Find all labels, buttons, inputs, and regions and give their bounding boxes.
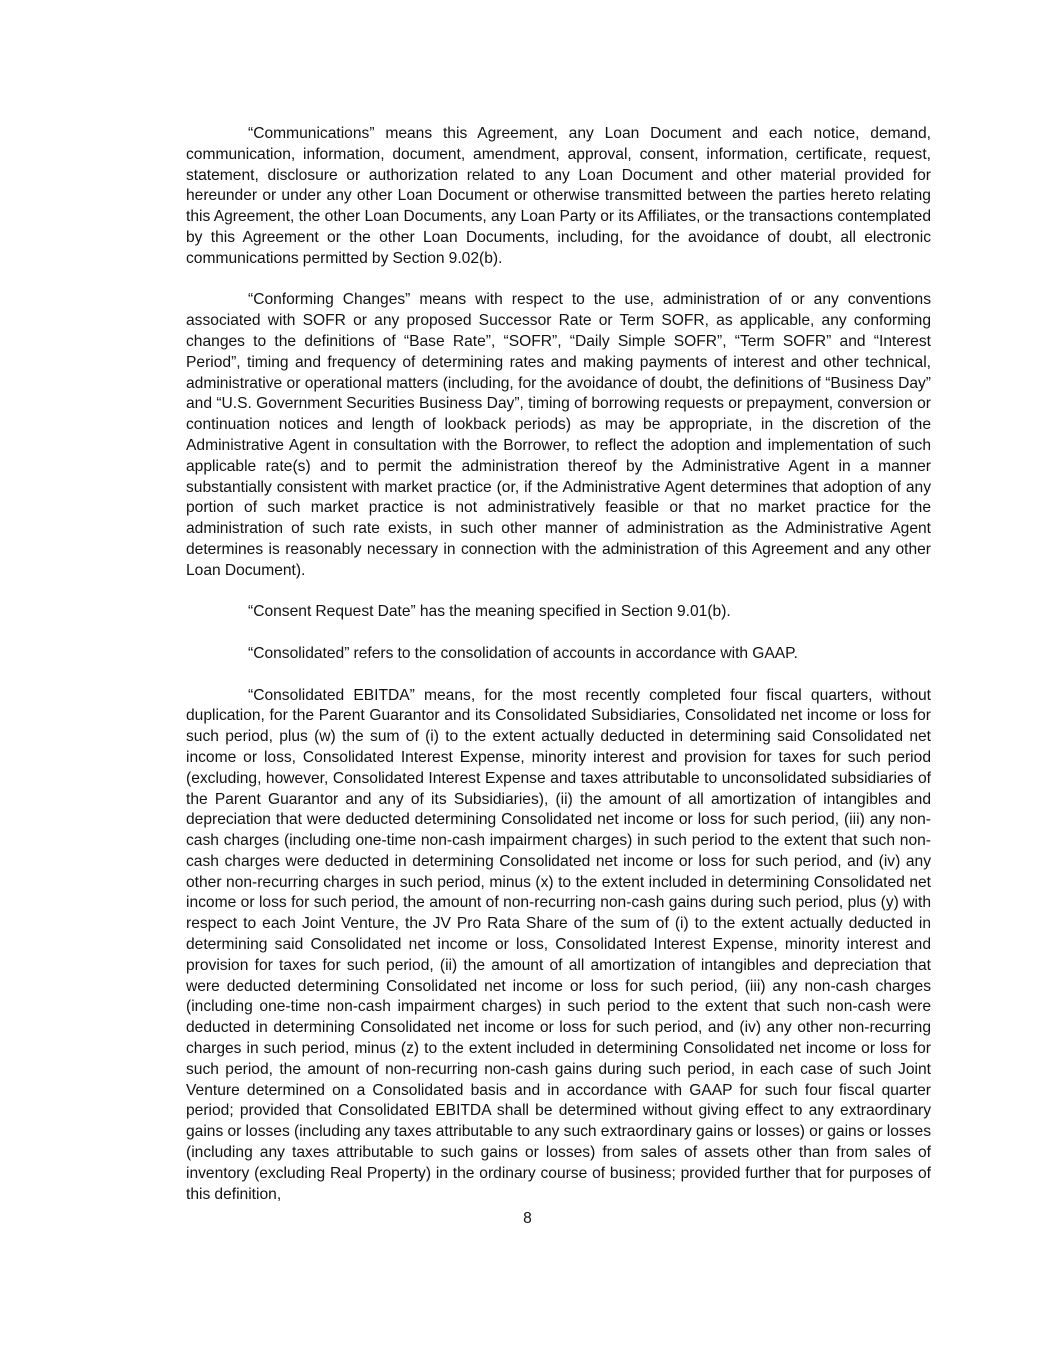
definition-consolidated-ebitda: “Consolidated EBITDA” means, for the most recently completed four fiscal quarters, without duplication, for the Parent Guarantor and its Consolidated Subsidiaries, Consolidated net income or loss for such period, plus (w) the sum of (i) to the extent actually deducted in determining said Consolidated net income or loss, Consolidated Interest Expense, minority interest and provision for taxes for such period (excluding, however, Consolidated Interest Expense and taxes attributable to unconsolidated subsidiaries of the Parent Guarantor and any of its Subsidiaries), (ii) the amount of all amortization of intangibles and depreciation that were deducted determining Consolidated net income or loss for such period, (iii) any non-cash charges (including one-time non-cash impairment charges) in such period to the extent that such non-cash charges were deducted in determining Consolidated net income or loss for such period, and (iv) any other non-recurring charges in such period, minus (x) to the extent included in determining Consolidated net income or loss for such period, the amount of non-recurring non-cash gains during such period, plus (y) with respect to each Joint Venture, the JV Pro Rata Share of the sum of (i) to the extent actually deducted in determining said Consolidated net income or loss, Consolidated Interest Expense, minority interest and provision for taxes for such period, (ii) the amount of all amortization of intangibles and depreciation that were deducted determining Consolidated net income or loss for such period, (iii) any non-cash charges (including one-time non-cash impairment charges) in such period to the extent that such non-cash were deducted in determining Consolidated net income or loss for such period, and (iv) any other non-recurring charges in such period, minus (z) to the extent included in determining Consolidated net income or loss for such period, the amount of non-recurring non-cash gains during such period, in each case of such Joint Venture determined on a Consolidated basis and in accordance with GAAP for such four fiscal quarter period; provided that Consolidated EBITDA shall be determined without giving effect to any extraordinary gains or losses (including any taxes attributable to any such extraordinary gains or losses) or gains or losses (including any taxes attributable to such gains or losses) from sales of assets other than from sales of inventory (excluding Real Property) in the ordinary course of business; provided further that for purposes of this definition,: [186, 686, 931, 1203]
definition-consolidated: “Consolidated” refers to the consolidation of accounts in accordance with GAAP.: [248, 644, 798, 662]
definition-conforming-changes: “Conforming Changes” means with respect to the use, administration of or any conventions associated with SOFR or any proposed Successor Rate or Term SOFR, as applicable, any conforming changes to the definitions of “Base Rate”, “SOFR”, “Daily Simple SOFR”, “Term SOFR” and “Interest Period”, timing and frequency of determining rates and making payments of interest and other technical, administrative or operational matters (including, for the avoidance of doubt, the definitions of “Business Day” and “U.S. Government Securities Business Day”, timing of borrowing requests or prepayment, conversion or continuation notices and length of lookback periods) as may be appropriate, in the discretion of the Administrative Agent in consultation with the Borrower, to reflect the adoption and implementation of such applicable rate(s) and to permit the administration thereof by the Administrative Agent in a manner substantially consistent with market practice (or, if the Administrative Agent determines that adoption of any portion of such market practice is not administratively feasible or that no market practice for the administration of such rate exists, in such other manner of administration as the Administrative Agent determines is reasonably necessary in connection with the administration of this Agreement and any other Loan Document).: [186, 291, 931, 579]
definition-communications: “Communications” means this Agreement, any Loan Document and each notice, demand, communication, information, document, amendment, approval, consent, information, certificate, request, statement, disclosure or authorization related to any Loan Document and other material provided for hereunder or under any other Loan Document or otherwise transmitted between the parties hereto relating this Agreement, the other Loan Documents, any Loan Party or its Affiliates, or the transactions contemplated by this Agreement or the other Loan Documents, including, for the avoidance of doubt, all electronic communications permitted by Section 9.02(b).: [186, 125, 931, 267]
definition-consent-request-date: “Consent Request Date” has the meaning specified in Section 9.01(b).: [248, 603, 731, 621]
page-number: 8: [523, 1210, 532, 1227]
document-body: [186, 124, 931, 1205]
